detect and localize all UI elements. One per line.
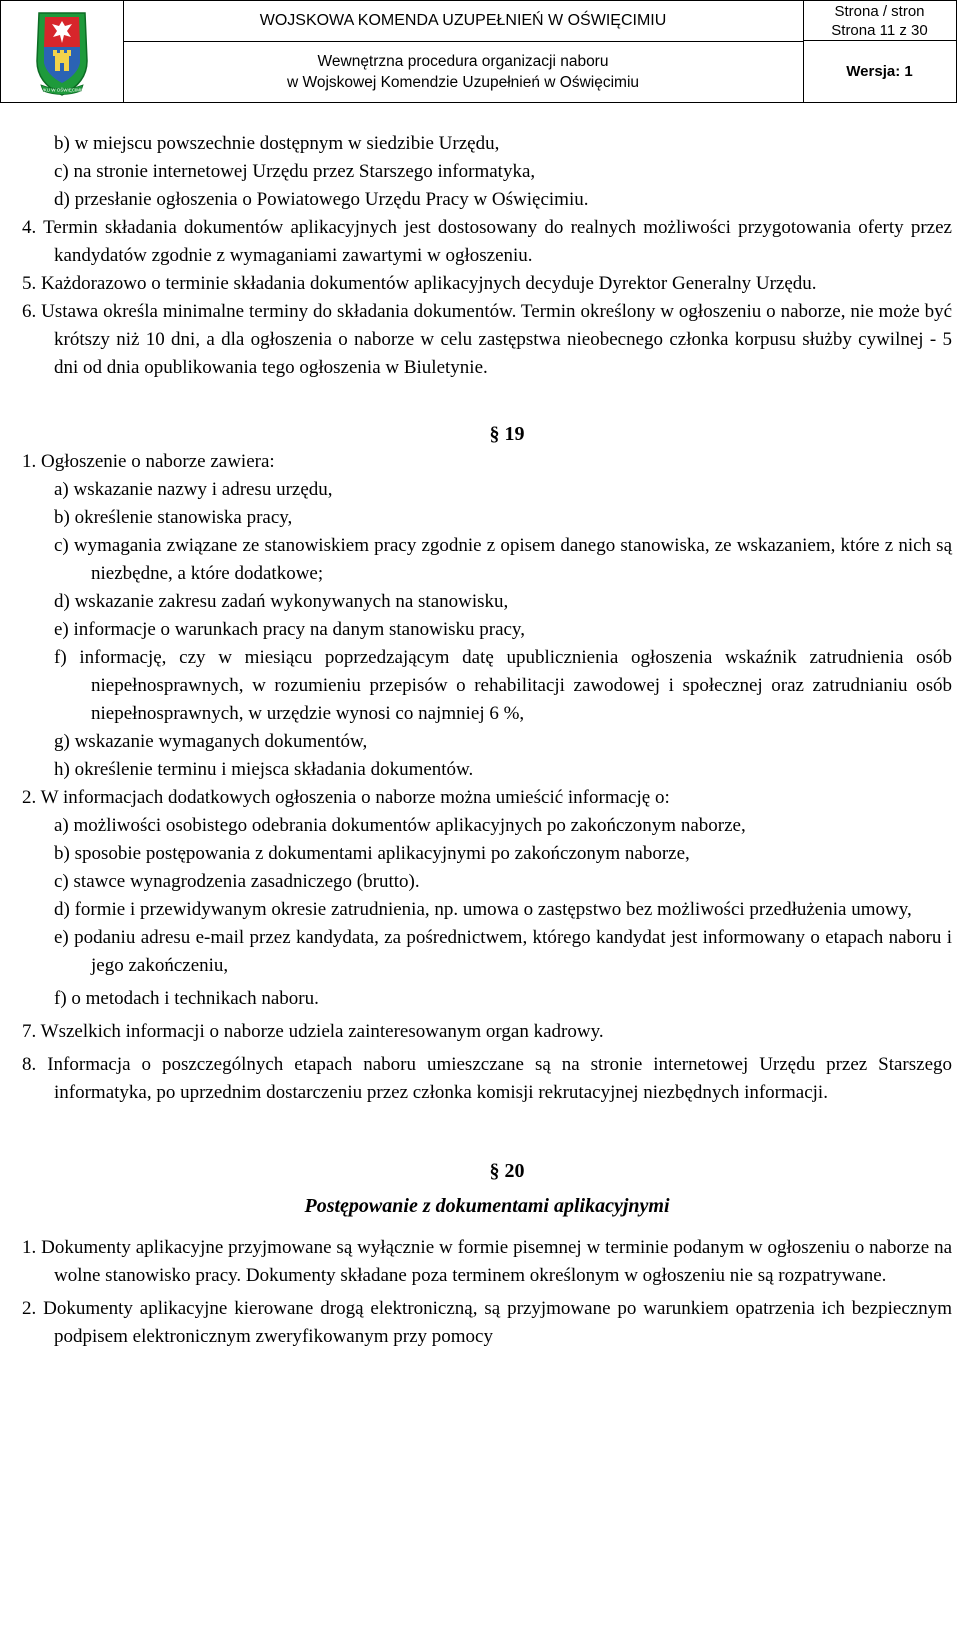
list-item: g) wskazanie wymaganych dokumentów, (54, 731, 368, 752)
page-number: Strona 11 z 30 (831, 22, 928, 39)
numbered-item: 2. W informacjach dodatkowych ogłoszenia o naborze można umieścić informację o: (22, 787, 670, 808)
list-item: b) w miejscu powszechnie dostępnym w siedzibie Urzędu, (54, 133, 500, 154)
numbered-item: 4. Termin składania dokumentów aplikacyjnych jest dostosowany do realnych możliwości przygotowania oferty przez kandydatów zgodnie z wymaganiami zawartymi w ogłoszeniu. (22, 217, 952, 266)
numbered-item: 1. Ogłoszenie o naborze zawiera: (22, 451, 275, 472)
list-item: e) informacje o warunkach pracy na danym stanowisku pracy, (54, 619, 525, 640)
document-header (0, 0, 957, 103)
list-item: f) o metodach i technikach naboru. (54, 988, 319, 1009)
list-item: c) wymagania związane ze stanowiskiem pracy zgodnie z opisem danego stanowiska, ze wskazaniem, które z nich są niezbędne, a które dodatkowe; (54, 535, 953, 584)
doc-title-line2: w Wojskowej Komendzie Uzupełnień w Oświęcimiu (286, 74, 640, 91)
page-label: Strona / stron (834, 3, 925, 20)
wku-crest-icon (1, 1, 123, 102)
list-item: d) wskazanie zakresu zadań wykonywanych na stanowisku, (54, 591, 509, 612)
org-name: WOJSKOWA KOMENDA UZUPEŁNIEŃ W OŚWIĘCIMIU (123, 1, 803, 42)
list-item: a) możliwości osobistego odebrania dokumentów aplikacyjnych po zakończonym naborze, (54, 815, 746, 836)
list-item: d) przesłanie ogłoszenia o Powiatowego Urzędu Pracy w Oświęcimiu. (54, 189, 589, 210)
numbered-item: 2. Dokumenty aplikacyjne kierowane drogą elektroniczną, są przyjmowane po warunkiem opatrzenia ich bezpiecznym podpisem elektronicznym zweryfikowanym przy pomocy (22, 1298, 952, 1347)
section-20-title: Postępowanie z dokumentami aplikacyjnymi (304, 1195, 670, 1217)
version-label: Wersja: 1 (846, 62, 913, 80)
section-20-heading: § 20 (489, 1160, 525, 1182)
numbered-item: 6. Ustawa określa minimalne terminy do składania dokumentów. Termin określony w ogłoszeniu o naborze, nie może być krótszy niż 10 dni, a dla ogłoszenia o naborze w celu zastępstwa nieobecnego członka korpusu służby cywilnej - 5 dni od dnia opublikowania tego ogłoszenia w Biuletynie. (22, 301, 953, 378)
numbered-item: 5. Każdorazowo o terminie składania dokumentów aplikacyjnych decyduje Dyrektor Generalny Urzędu. (22, 273, 817, 294)
numbered-item: 8. Informacja o poszczególnych etapach naboru umieszczane są na stronie internetowej Urzędu przez Starszego informatyka, po uprzednim dostarczeniu przez członka komisji rekrutacyjnej niezbędnych informacji. (22, 1054, 953, 1103)
list-item: d) formie i przewidywanym okresie zatrudnienia, np. umowa o zastępstwo bez możliwości przedłużenia umowy, (54, 899, 912, 920)
section-19-heading: § 19 (489, 423, 525, 445)
header-title-cell (123, 1, 804, 102)
list-item: b) sposobie postępowania z dokumentami aplikacyjnymi po zakończonym naborze, (54, 843, 690, 864)
header-meta-cell (803, 1, 956, 102)
doc-title-line1: Wewnętrzna procedura organizacji naboru (317, 53, 609, 70)
list-item: c) stawce wynagrodzenia zasadniczego (brutto). (54, 871, 420, 892)
logo-ribbon-text: WKU W OŚWIĘCIMIU (39, 87, 85, 93)
page-info (803, 1, 956, 41)
list-item: b) określenie stanowiska pracy, (54, 507, 293, 528)
logo-cell (1, 1, 124, 102)
list-item: a) wskazanie nazwy i adresu urzędu, (54, 479, 333, 500)
list-item: h) określenie terminu i miejsca składania dokumentów. (54, 759, 474, 780)
numbered-item: 7. Wszelkich informacji o naborze udziela zainteresowanym organ kadrowy. (22, 1021, 604, 1042)
list-item: e) podaniu adresu e-mail przez kandydata, za pośrednictwem, którego kandydat jest informowany o etapach naboru i jego zakończeniu, (54, 927, 953, 976)
list-item: c) na stronie internetowej Urzędu przez Starszego informatyka, (54, 161, 536, 182)
doc-title (123, 42, 803, 102)
list-item: f) informację, czy w miesiącu poprzedzającym datę upublicznienia ogłoszenia wskaźnik zatrudnienia osób niepełnosprawnych, w rozumieniu przepisów o rehabilitacji zawodowej i społecznej oraz zatrudnianiu osób niepełnosprawnych, w urzędzie wynosi co najmniej 6 %, (54, 647, 952, 724)
document-body (22, 100, 952, 1351)
numbered-item: 1. Dokumenty aplikacyjne przyjmowane są wyłącznie w formie pisemnej w terminie podanym w ogłoszeniu o naborze na wolne stanowisko pracy. Dokumenty składane poza terminem określonym w ogłoszeniu nie są rozpatrywane. (22, 1237, 953, 1286)
